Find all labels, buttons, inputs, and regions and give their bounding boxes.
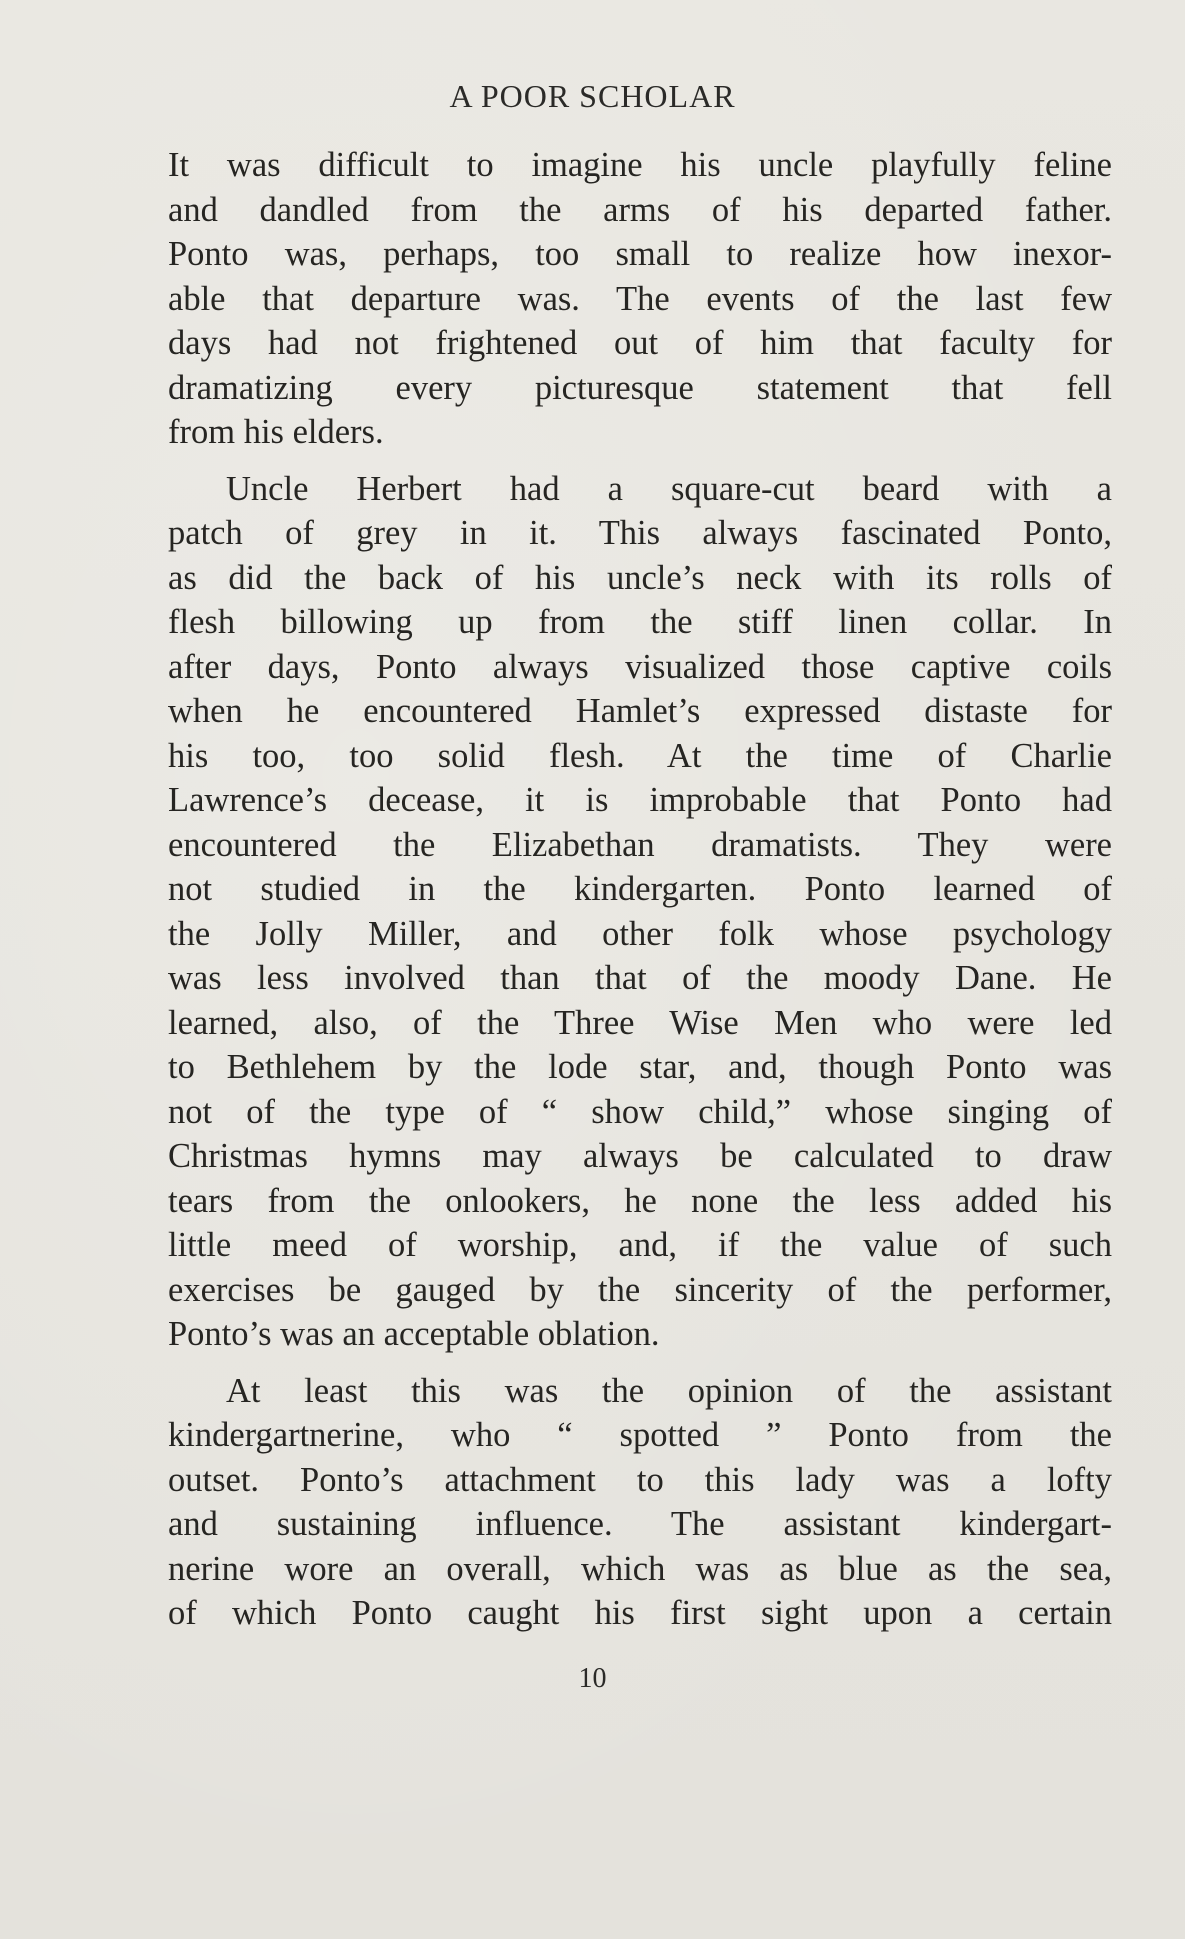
text-line: and dandled from the arms of his departed father. [168,190,1112,229]
text-line: and sustaining influence. The assistant kindergart- [168,1505,1112,1543]
text-line: from his elders. [168,413,384,451]
text-line: encountered the Elizabethan dramatists. They were [168,825,1112,864]
text-line: after days, Ponto always visualized those captive coils [168,647,1112,686]
text-line: kindergartnerine, who “ spotted ” Ponto from the [168,1416,1112,1454]
text-line: tears from the onlookers, he none the less added his [168,1181,1112,1220]
paragraph [168,1369,1112,1636]
text-line: Uncle Herbert had a square-cut beard with a [226,469,1112,508]
text-line: learned, also, of the Three Wise Men who were led [168,1003,1112,1042]
paragraph [168,467,1112,1357]
text-line: flesh billowing up from the stiff linen collar. In [168,603,1112,641]
text-line: to Bethlehem by the lode star, and, though Ponto was [168,1048,1112,1086]
text-line: as did the back of his uncle’s neck with its rolls of [168,558,1112,597]
text-line: Ponto was, perhaps, too small to realize how inexor- [168,235,1112,273]
paragraph [168,143,1112,455]
text-line: Ponto’s was an acceptable oblation. [168,1315,660,1353]
text-line: nerine wore an overall, which was as blue as the sea, [168,1549,1112,1588]
running-head: A POOR SCHOLAR [449,78,736,114]
text-line: of which Ponto caught his first sight upon a certain [168,1594,1112,1632]
text-line: dramatizing every picturesque statement that fell [168,368,1112,407]
text-line: patch of grey in it. This always fascinated Ponto, [168,514,1112,552]
text-line: not of the type of “ show child,” whose singing of [168,1092,1112,1131]
text-line: At least this was the opinion of the assistant [226,1371,1112,1410]
text-line: Christmas hymns may always be calculated to draw [168,1137,1112,1175]
text-line: outset. Ponto’s attachment to this lady was a lofty [168,1460,1112,1499]
text-line: was less involved than that of the moody Dane. He [168,959,1112,997]
text-line: It was difficult to imagine his uncle playfully feline [168,146,1112,184]
text-line: not studied in the kindergarten. Ponto learned of [168,870,1112,908]
text-line: his too, too solid flesh. At the time of Charlie [168,736,1112,775]
text-line: little meed of worship, and, if the value of such [168,1226,1112,1264]
page-number: 10 [578,1663,607,1694]
body-text [168,143,1112,1636]
text-line: when he encountered Hamlet’s expressed distaste for [168,692,1112,730]
text-line: exercises be gauged by the sincerity of the performer, [168,1270,1112,1309]
text-line: able that departure was. The events of the last few [168,279,1112,318]
text-line: the Jolly Miller, and other folk whose psychology [168,914,1112,953]
text-line: Lawrence’s decease, it is improbable that Ponto had [168,781,1112,819]
text-line: days had not frightened out of him that faculty for [168,324,1112,362]
